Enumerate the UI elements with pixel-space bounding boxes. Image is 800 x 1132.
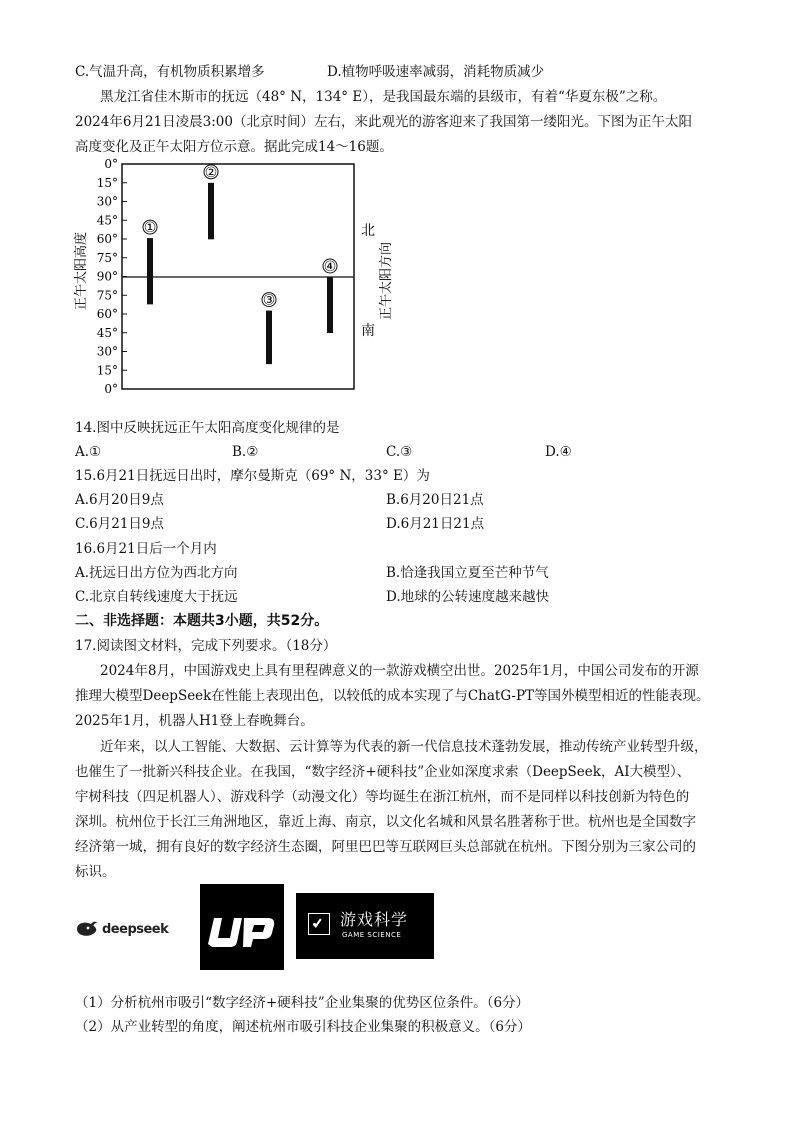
y-tick-label: 15° (96, 363, 118, 378)
altitude-bar-2 (208, 183, 214, 240)
q17-sub-2: （2）从产业转型的角度，阐述杭州市吸引科技企业集聚的积极意义。（6分） (75, 1019, 531, 1035)
altitude-bar-3 (266, 311, 272, 365)
unitree-logo (200, 884, 284, 970)
game-science-logo (296, 893, 434, 959)
q17-para2-line-6: 标识。 (75, 864, 116, 880)
q17-para2-line-1: 近年来，以人工智能、大数据、云计算等为代表的新一代信息技术蓬勃发展，推动传统产业转型升级， (100, 739, 708, 755)
y-tick-label: 90° (96, 269, 118, 284)
altitude-bar-4 (327, 277, 333, 333)
q16-option-d[interactable]: D.地球的公转速度越来越快 (386, 589, 550, 605)
intro-line-3: 高度变化及正午太阳方位示意。据此完成14～16题。 (75, 139, 393, 155)
bar-label-3: ③ (262, 292, 276, 309)
sun-altitude-chart (70, 157, 394, 400)
north-label: 北 (361, 223, 375, 239)
q17-para2-line-5: 经济第一城，拥有良好的数字经济生态圈，阿里巴巴等互联网巨头总部就在杭州。下图分别为三家公司的 (75, 839, 696, 855)
bar-label-1: ① (143, 220, 157, 237)
altitude-bar-1 (147, 238, 153, 304)
q15-option-d[interactable]: D.6月21日21点 (386, 516, 485, 532)
q16-option-a[interactable]: A.抚远日出方位为西北方向 (75, 565, 238, 581)
q17-para2-line-4: 深圳。杭州位于长江三角洲地区，靠近上海、南京，以文化名城和风景名胜著称于世。杭州也是全国数字 (75, 814, 696, 830)
y-label-left: 正午太阳高度 (74, 231, 89, 310)
q14-option-b[interactable]: B.② (232, 444, 259, 460)
y-tick-label: 75° (96, 250, 118, 265)
q15-option-b[interactable]: B.6月20日21点 (386, 492, 484, 508)
y-tick-label: 45° (96, 325, 118, 340)
q15-option-a[interactable]: A.6月20日9点 (75, 492, 164, 508)
y-label-right: 正午太阳方向 (379, 241, 394, 320)
option-d-prev: D.植物呼吸速率减弱，消耗物质减少 (327, 64, 545, 80)
q16-option-b[interactable]: B.恰逢我国立夏至芒种节气 (386, 565, 549, 581)
y-tick-label: 60° (96, 232, 118, 246)
bar-label-2: ② (204, 164, 218, 181)
bar-label-4: ④ (323, 259, 337, 275)
q17-para1-line-2: 推理大模型DeepSeek在性能上表现出色，以较低的成本实现了与ChatG-PT等国外模型相近的性能表现。 (75, 688, 710, 704)
game-science-en: GAME SCIENCE (342, 931, 402, 939)
game-science-cn: 游戏科学 (340, 910, 409, 929)
game-science-emblem-icon (308, 913, 330, 935)
y-tick-label: 75° (96, 288, 118, 303)
intro-line-1: 黑龙江省佳木斯市的抚远（48° N，134° E），是我国最东端的县级市，有着“华夏东极”之称。 (100, 89, 667, 105)
q15-option-c[interactable]: C.6月21日9点 (75, 516, 164, 532)
q15-stem: 15.6月21日抚远日出时，摩尔曼斯克（69° N，33° E）为 (75, 468, 430, 484)
option-c-prev: C.气温升高，有机物质积累增多 (75, 64, 265, 80)
q17-para1-line-1: 2024年8月，中国游戏史上具有里程碑意义的一款游戏横空出世。2025年1月，中国公司发布的开源 (100, 663, 699, 679)
q14-option-a[interactable]: A.① (75, 444, 102, 460)
deepseek-logo (75, 914, 175, 944)
y-tick-label: 15° (96, 175, 118, 190)
y-tick-label: 0° (104, 157, 118, 171)
y-tick-label: 30° (96, 344, 118, 359)
q14-option-d[interactable]: D.④ (545, 444, 572, 460)
up-mark-icon (200, 884, 284, 970)
section-2-heading: 二、非选择题：本题共3小题，共52分。 (75, 613, 329, 629)
q17-stem: 17.阅读图文材料，完成下列要求。（18分） (75, 638, 337, 654)
y-tick-label: 45° (96, 213, 118, 228)
q14-stem: 14.图中反映抚远正午太阳高度变化规律的是 (75, 420, 340, 436)
south-label: 南 (361, 323, 375, 339)
deepseek-wordmark: deepseek (102, 921, 169, 937)
whale-icon (75, 920, 99, 938)
y-tick-label: 60° (96, 307, 118, 321)
q17-para2-line-2: 也催生了一批新兴科技企业。在我国，“数字经济+硬科技”企业如深度求索（DeepSeek，AI大模型）、 (75, 764, 691, 780)
q16-stem: 16.6月21日后一个月内 (75, 541, 217, 557)
intro-line-2: 2024年6月21日凌晨3:00（北京时间）左右，来此观光的游客迎来了我国第一缕阳光。下图为正午太阳 (75, 114, 692, 130)
q16-option-c[interactable]: C.北京自转线速度大于抚远 (75, 589, 238, 605)
y-tick-label: 0° (104, 382, 118, 396)
y-tick-label: 30° (96, 194, 118, 209)
q17-sub-1: （1）分析杭州市吸引“数字经济+硬科技”企业集聚的优势区位条件。（6分） (75, 995, 530, 1011)
q17-para1-line-3: 2025年1月，机器人H1登上春晚舞台。 (75, 713, 314, 729)
q14-option-c[interactable]: C.③ (386, 444, 413, 460)
q17-para2-line-3: 宇树科技（四足机器人）、游戏科学（动漫文化）等均诞生在浙江杭州，而不是同样以科技创新为特色的 (75, 789, 690, 805)
